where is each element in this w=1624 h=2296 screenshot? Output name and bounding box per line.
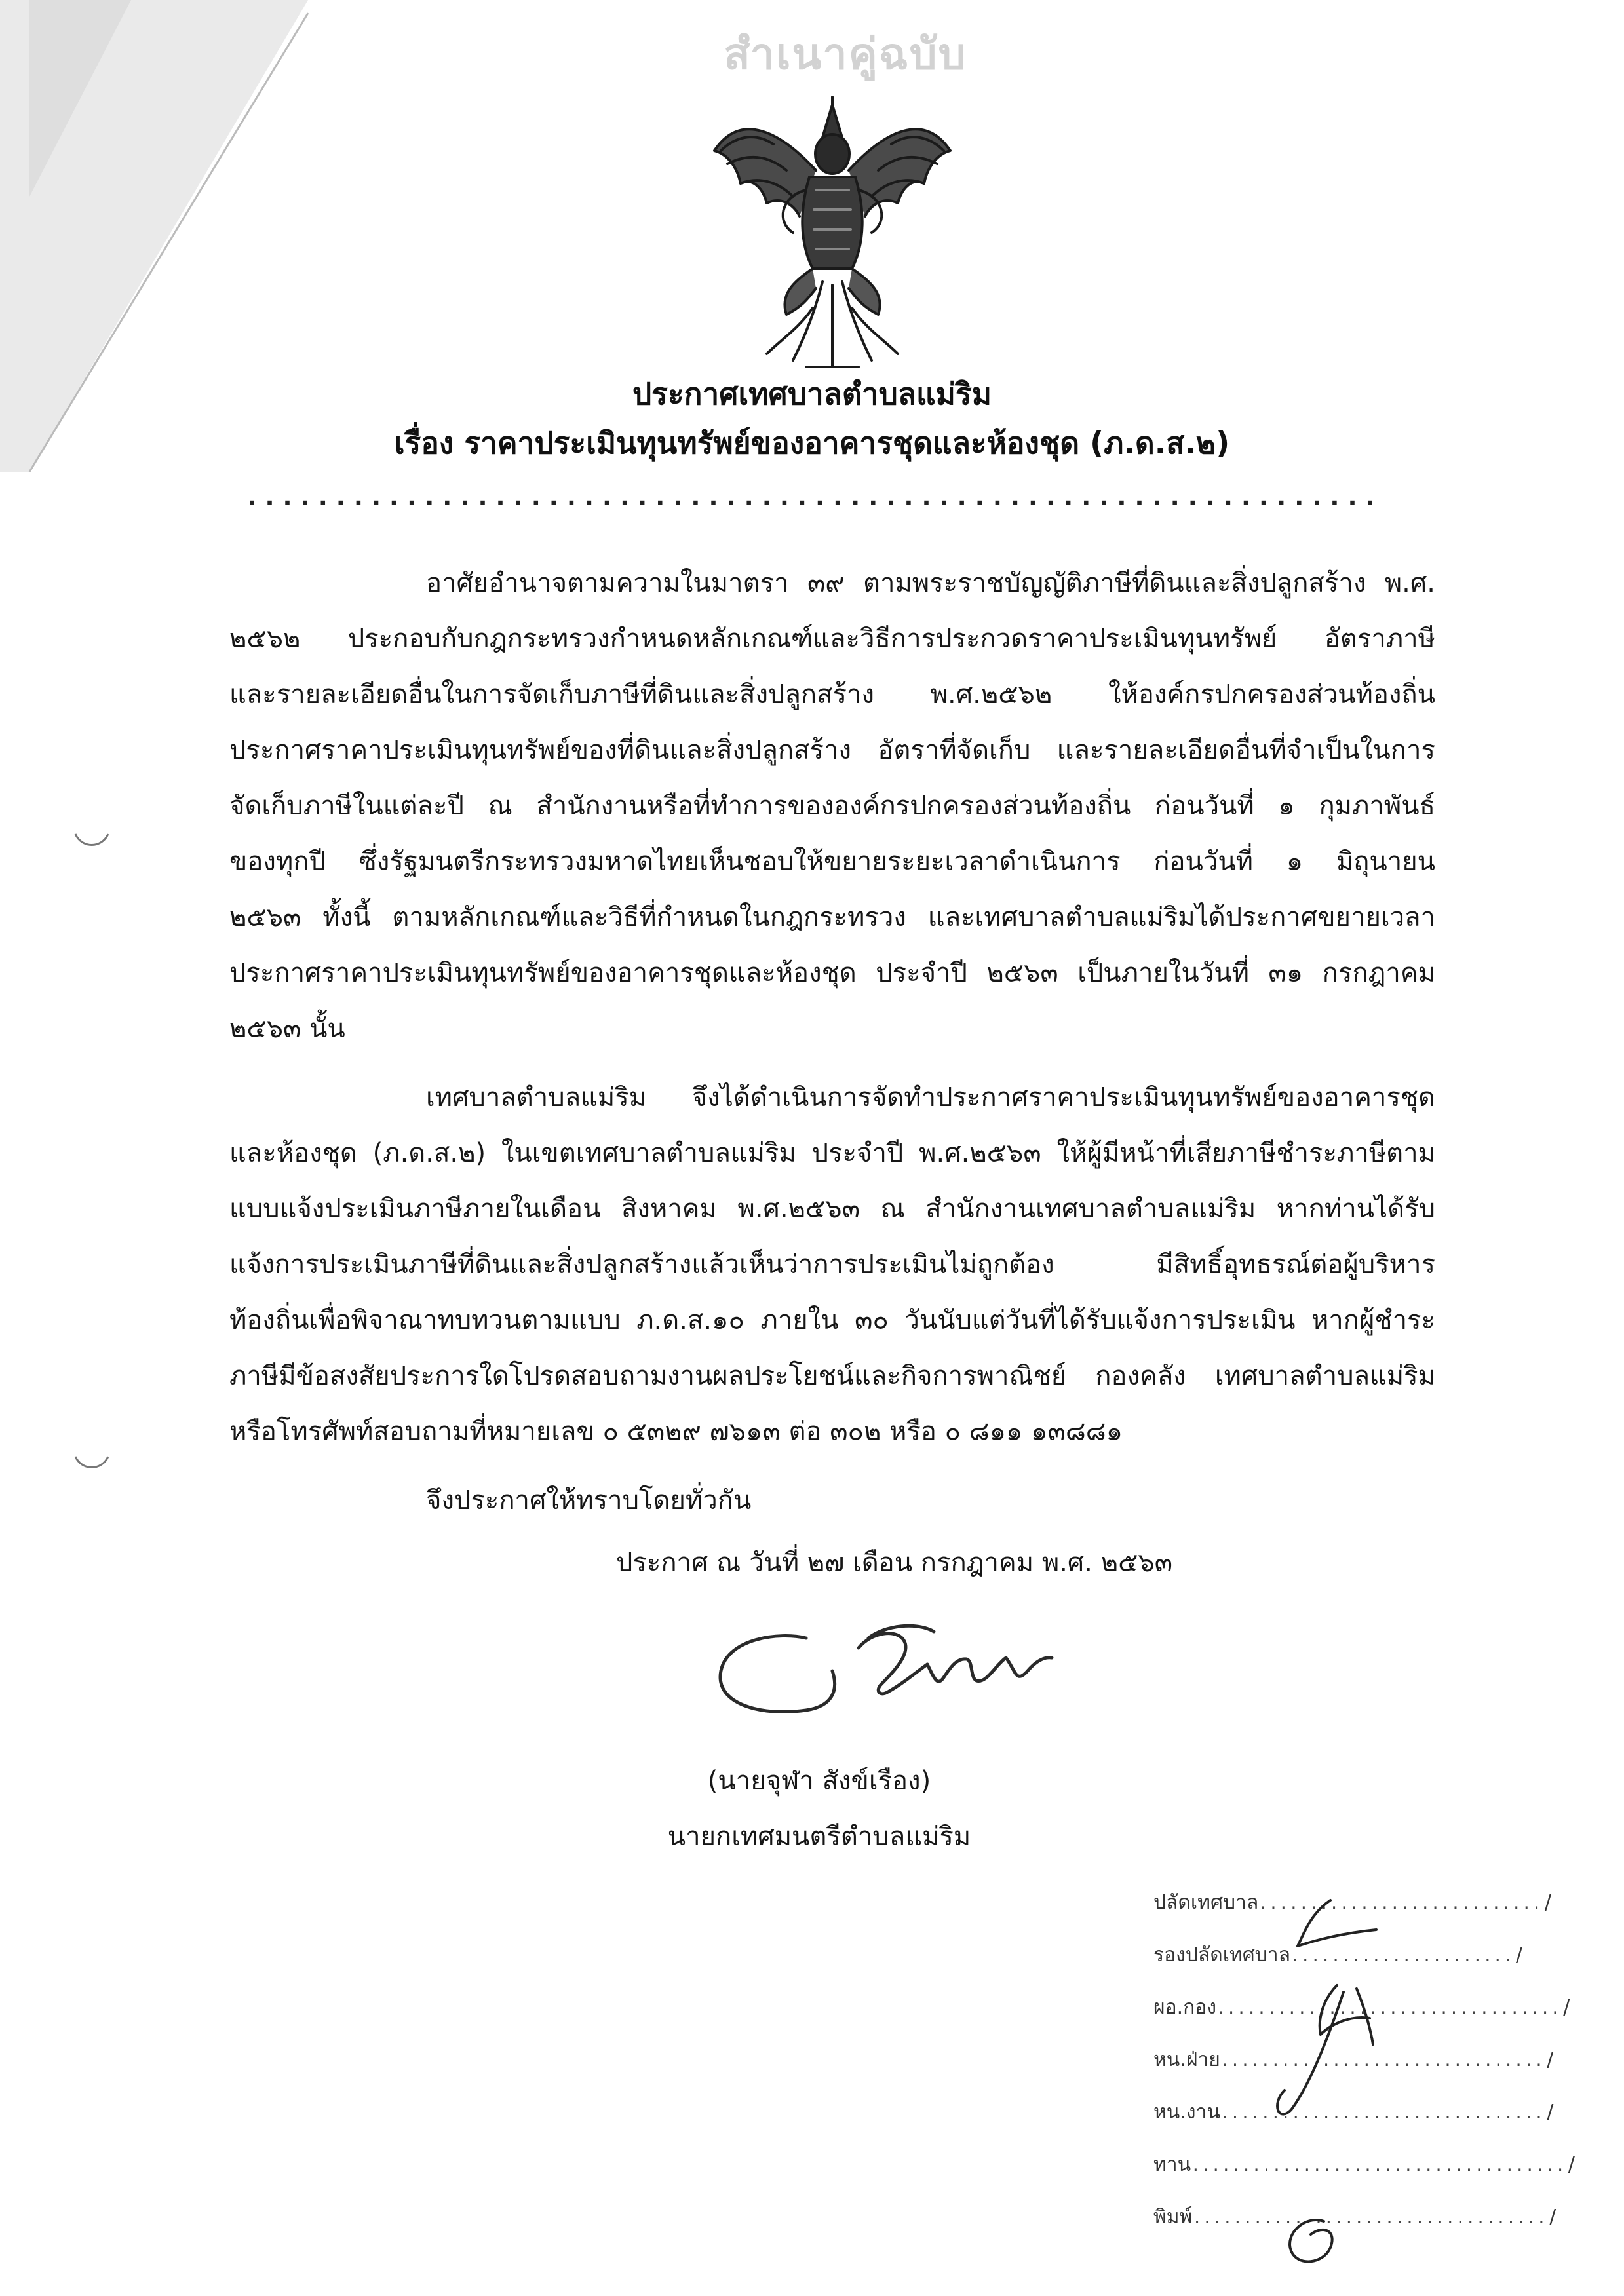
routing-label: รองปลัดเทศบาล [1153, 1943, 1291, 1966]
routing-label: พิมพ์ [1153, 2206, 1193, 2229]
paragraph1-line: ของทุกปี ซึ่งรัฐมนตรีกระทรวงมหาดไทยเห็นชอบให้ขยายระยะเวลาดำเนินการ ก่อนวันที่ ๑ มิถุนายน [229, 847, 1435, 877]
paragraph2-line: เทศบาลตำบลแม่ริม จึงได้ดำเนินการจัดทำประกาศราคาประเมินทุนทรัพย์ของอาคารชุด [426, 1082, 1435, 1113]
paragraph1-line: ๒๕๖๓ ทั้งนี้ ตามหลักเกณฑ์และวิธีที่กำหนดในกฎกระทรวง และเทศบาลตำบลแม่ริมได้ประกาศขยายเวลา [229, 902, 1435, 932]
paragraph1-line: อาศัยอำนาจตามความในมาตรา ๓๙ ตามพระราชบัญญัติภาษีที่ดินและสิ่งปลูกสร้าง พ.ศ. [426, 568, 1435, 598]
paragraph2-line: หรือโทรศัพท์สอบถามที่หมายเลข ๐ ๕๓๒๙ ๗๖๑๓ ต่อ ๓๐๒ หรือ ๐ ๘๑๑ ๑๓๘๘๑ [229, 1417, 1123, 1447]
routing-dotline: ..................................... [1191, 2156, 1566, 2175]
routing-dotline: ............................ [1258, 1894, 1542, 1913]
routing-initials-mark [1232, 1894, 1442, 2287]
routing-label: ทาน [1153, 2153, 1191, 2176]
closing-statement: จึงประกาศให้ทราบโดยทั่วกัน [426, 1485, 752, 1516]
routing-label: ผอ.กอง [1153, 1996, 1216, 2019]
routing-dotline: ................................ [1220, 2052, 1545, 2070]
paragraph2-line: ภาษีมีข้อสงสัยประการใดโปรดสอบถามงานผลประโยชน์และกิจการพาณิชย์ กองคลัง เทศบาลตำบลแม่ริม [229, 1361, 1435, 1391]
routing-slash: / [1515, 1943, 1523, 1966]
routing-dotline: ................................ [1220, 2104, 1545, 2122]
signatory-position: นายกเทศมนตรีตำบลแม่ริม [667, 1822, 971, 1852]
paragraph2-line: ท้องถิ่นเพื่อพิจาณาทบทวนตามแบบ ภ.ด.ส.๑๐ ภายใน ๓๐ วันนับแต่วันที่ได้รับแจ้งการประเมิน หากผู้ชำระ [229, 1305, 1435, 1335]
paragraph2-line: แบบแจ้งประเมินภาษีภายในเดือน สิงหาคม พ.ศ.๒๕๖๓ ณ สำนักงานเทศบาลตำบลแม่ริม หากท่านได้รับ [229, 1194, 1435, 1224]
routing-label: หน.ฝ่าย [1153, 2048, 1220, 2071]
faded-stamp-text: สำเนาคู่ฉบับ [724, 29, 967, 79]
paragraph2-line: และห้องชุด (ภ.ด.ส.๒) ในเขตเทศบาลตำบลแม่ริม ประจำปี พ.ศ.๒๕๖๓ ให้ผู้มีหน้าที่เสียภาษีชำระภาษีตาม [229, 1138, 1435, 1168]
garuda-emblem-icon [701, 92, 963, 380]
title-separator: ................................................................ [244, 482, 1380, 512]
routing-label: หน.งาน [1153, 2101, 1220, 2124]
routing-label: ปลัดเทศบาล [1153, 1891, 1259, 1914]
punch-hole-mark [72, 829, 111, 851]
routing-dotline: .................................. [1216, 1999, 1561, 2018]
paragraph1-line: ประกาศราคาประเมินทุนทรัพย์ของที่ดินและสิ่งปลูกสร้าง อัตราที่จัดเก็บ และรายละเอียดอื่นที่จำเป็นในการ [229, 735, 1435, 765]
announcement-subject: เรื่อง ราคาประเมินทุนทรัพย์ของอาคารชุดและห้องชุด (ภ.ด.ส.๒) [394, 425, 1230, 461]
routing-slash: / [1544, 1891, 1551, 1914]
announcement-title: ประกาศเทศบาลตำบลแม่ริม [632, 376, 992, 411]
punch-hole-mark [72, 1451, 111, 1474]
routing-dotline: ...................... [1290, 1947, 1513, 1965]
routing-slash: / [1563, 1996, 1570, 2019]
routing-dotline: ................................... [1192, 2209, 1547, 2227]
routing-slash: / [1547, 2101, 1554, 2124]
signature-mark [708, 1612, 1075, 1743]
signatory-name: (นายจุฬา สังข์เรือง) [707, 1766, 931, 1796]
paragraph1-line: จัดเก็บภาษีในแต่ละปี ณ สำนักงานหรือที่ทำการขององค์กรปกครองส่วนท้องถิ่น ก่อนวันที่ ๑ กุมภาพันธ์ [229, 791, 1435, 821]
paragraph1-line: และรายละเอียดอื่นในการจัดเก็บภาษีที่ดินและสิ่งปลูกสร้าง พ.ศ.๒๕๖๒ ให้องค์กรปกครองส่วนท้องถิ่น [229, 679, 1435, 710]
announcement-date: ประกาศ ณ วันที่ ๒๗ เดือน กรกฎาคม พ.ศ. ๒๕๖๓ [616, 1548, 1173, 1578]
routing-slash: / [1547, 2048, 1554, 2071]
paragraph2-line: แจ้งการประเมินภาษีที่ดินและสิ่งปลูกสร้างแล้วเห็นว่าการประเมินไม่ถูกต้อง มีสิทธิ์อุทธรณ์ต่อผู้บริหาร [229, 1250, 1435, 1280]
routing-slash: / [1549, 2206, 1556, 2229]
routing-slash: / [1568, 2153, 1575, 2176]
paragraph1-line: ประกาศราคาประเมินทุนทรัพย์ของอาคารชุดและห้องชุด ประจำปี ๒๕๖๓ เป็นภายในวันที่ ๓๑ กรกฎาคม [229, 958, 1435, 988]
paragraph1-line: ๒๕๖๒ ประกอบกับกฎกระทรวงกำหนดหลักเกณฑ์และวิธีการประกวดราคาประเมินทุนทรัพย์ อัตราภาษี [229, 624, 1435, 654]
paragraph1-line: ๒๕๖๓ นั้น [229, 1014, 345, 1044]
